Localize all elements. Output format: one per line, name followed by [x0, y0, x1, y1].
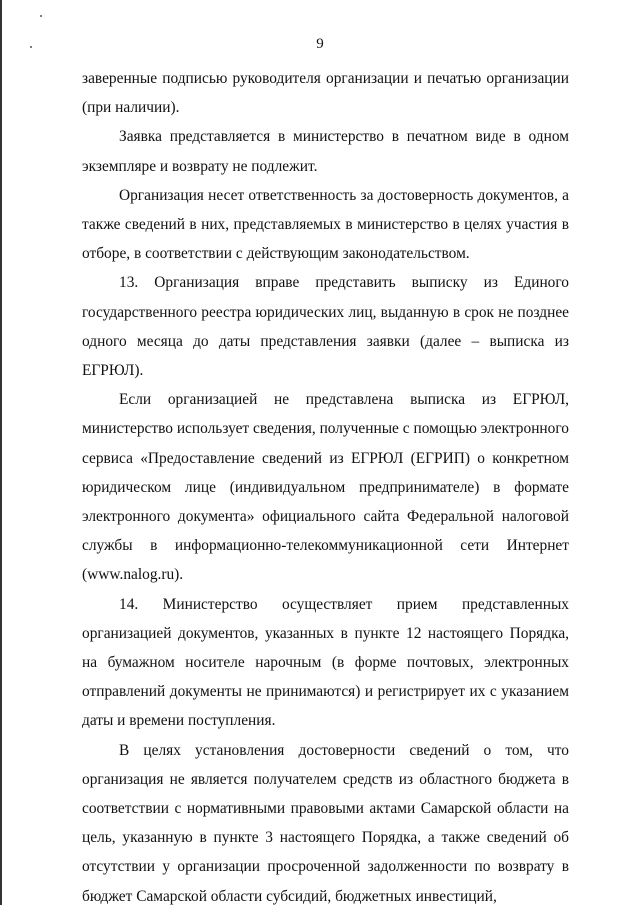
- document-body: [82, 64, 569, 911]
- paragraph-3: Организация несет ответственность за достоверность документов, а также сведений в них, представляемых в министерство в целях участия в отборе, в соответствии с действующим законодательством.: [82, 186, 569, 263]
- paragraph-4: 13. Организация вправе представить выписку из Единого государственного реестра юридических лиц, выданную в срок не позднее одного месяца до даты представления заявки (далее – выписка из ЕГРЮЛ).: [82, 274, 569, 380]
- paragraph-7: В целях установления достоверности сведений о том, что организация не является получателем средств из областного бюджета в соответствии с нормативными правовыми актами Самарской области на цель, указанную в пункте 3 настоящего Порядка, а также сведений об отсутствии у организации просроченной задолженности по возврату в бюджет Самарской области субсидий, бюджетных инвестиций,: [82, 741, 569, 905]
- scan-speck: [40, 15, 42, 17]
- paragraph-5: Если организацией не представлена выписка из ЕГРЮЛ, министерство использует сведения, полученные с помощью электронного сервиса «Предоставление сведений из ЕГРЮЛ (ЕГРИП) о конкретном юридическом лице (индивидуальном предпринимателе) в формате электронного документа» официального сайта Федеральной налоговой службы в информационно-телекоммуникационной сети Интернет (www.nalog.ru).: [82, 391, 569, 584]
- page-number: 9: [316, 36, 324, 52]
- paragraph-1: заверенные подписью руководителя организации и печатью организации (при наличии).: [82, 70, 569, 117]
- paragraph-6: 14. Министерство осуществляет прием представленных организацией документов, указанных в пункте 12 настоящего Порядка, на бумажном носителе нарочным (в форме почтовых, электронных отправлений документы не принимаются) и регистрирует их с указанием даты и времени поступления.: [82, 595, 569, 730]
- scan-edge: [0, 0, 2, 905]
- paragraph-2: Заявка представляется в министерство в печатном виде в одном экземпляре и возврату не подлежит.: [82, 128, 569, 175]
